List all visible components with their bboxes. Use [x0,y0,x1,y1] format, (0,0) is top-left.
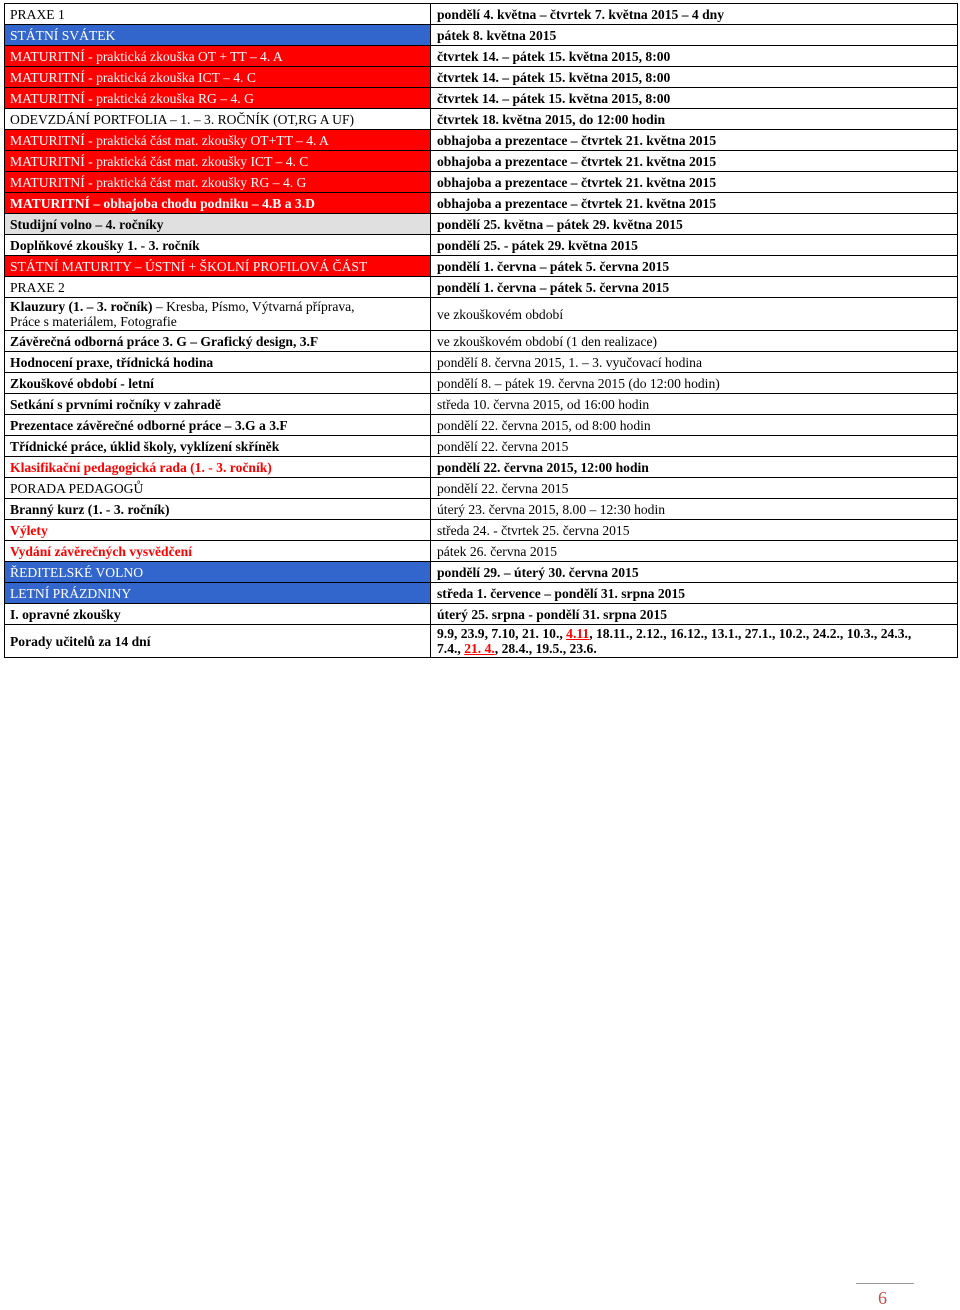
table-row [5,151,958,172]
event-date: čtvrtek 18. května 2015, do 12:00 hodin [431,109,958,130]
event-date: čtvrtek 14. – pátek 15. května 2015, 8:00 [431,46,958,67]
event-name: MATURITNÍ - praktická zkouška OT + TT – 4. A [5,46,431,67]
event-date: pondělí 25. května – pátek 29. května 2015 [431,214,958,235]
table-row [5,520,958,541]
event-name: Branný kurz (1. - 3. ročník) [5,499,431,520]
meeting-date-highlight: 21. 4. [464,641,495,656]
event-name: Klasifikační pedagogická rada (1. - 3. ročník) [5,457,431,478]
schedule-table [4,3,958,658]
event-name: PRAXE 1 [5,4,431,25]
event-name: Hodnocení praxe, třídnická hodina [5,352,431,373]
event-date: pondělí 4. května – čtvrtek 7. května 2015 – 4 dny [431,4,958,25]
table-row [5,541,958,562]
footer-divider [856,1283,914,1284]
table-row [5,214,958,235]
event-name: MATURITNÍ - praktická část mat. zkoušky OT+TT – 4. A [5,130,431,151]
meeting-dates: 9.9, 23.9, 7.10, 21. 10., [437,626,567,641]
table-row [5,478,958,499]
event-date: pondělí 22. června 2015, od 8:00 hodin [431,415,958,436]
meeting-dates: , 28.4., 19.5., 23.6. [494,641,597,656]
event-name: LETNÍ PRÁZDNINY [5,583,431,604]
meeting-dates: 7.4., [437,641,465,656]
table-row [5,331,958,352]
event-name: MATURITNÍ - praktická zkouška RG – 4. G [5,88,431,109]
event-name: PRAXE 2 [5,277,431,298]
event-name: STÁTNÍ MATURITY – ÚSTNÍ + ŠKOLNÍ PROFILOVÁ ČÁST [5,256,431,277]
table-row [5,4,958,25]
event-date: pondělí 1. června – pátek 5. června 2015 [431,277,958,298]
table-row [5,373,958,394]
event-date: pondělí 8. června 2015, 1. – 3. vyučovací hodina [431,352,958,373]
event-name: Závěrečná odborná práce 3. G – Grafický design, 3.F [5,331,431,352]
event-name: Setkání s prvními ročníky v zahradě [5,394,431,415]
event-date: úterý 23. června 2015, 8.00 – 12:30 hodin [431,499,958,520]
event-date: úterý 25. srpna - pondělí 31. srpna 2015 [431,604,958,625]
event-date: pondělí 22. června 2015 [431,436,958,457]
event-date: obhajoba a prezentace – čtvrtek 21. května 2015 [431,130,958,151]
event-date: pondělí 22. června 2015 [431,478,958,499]
event-name: ODEVZDÁNÍ PORTFOLIA – 1. – 3. ROČNÍK (OT,RG A UF) [5,109,431,130]
table-row [5,67,958,88]
event-date: středa 10. června 2015, od 16:00 hodin [431,394,958,415]
table-row [5,625,958,658]
event-date: pátek 8. května 2015 [431,25,958,46]
event-name [5,298,431,331]
event-name: ŘEDITELSKÉ VOLNO [5,562,431,583]
meeting-date-highlight: 4.11 [566,626,590,641]
table-row [5,109,958,130]
event-date: obhajoba a prezentace – čtvrtek 21. května 2015 [431,193,958,214]
table-row [5,436,958,457]
table-row [5,235,958,256]
event-date: pondělí 29. – úterý 30. června 2015 [431,562,958,583]
event-name: Doplňkové zkoušky 1. - 3. ročník [5,235,431,256]
event-date: čtvrtek 14. – pátek 15. května 2015, 8:00 [431,67,958,88]
table-row [5,25,958,46]
event-date: středa 1. července – pondělí 31. srpna 2015 [431,583,958,604]
table-row [5,499,958,520]
event-name-part: – Kresba, Písmo, Výtvarná příprava, [152,299,355,314]
table-row [5,415,958,436]
event-name: STÁTNÍ SVÁTEK [5,25,431,46]
event-date: ve zkouškovém období (1 den realizace) [431,331,958,352]
table-row [5,172,958,193]
event-name-part: Práce s materiálem, Fotografie [10,314,177,329]
event-name: Studijní volno – 4. ročníky [5,214,431,235]
event-name: Prezentace závěrečné odborné práce – 3.G a 3.F [5,415,431,436]
event-name: MATURITNÍ - praktická část mat. zkoušky ICT – 4. C [5,151,431,172]
event-date: pondělí 25. - pátek 29. května 2015 [431,235,958,256]
table-row [5,562,958,583]
event-name: MATURITNÍ - praktická zkouška ICT – 4. C [5,67,431,88]
event-name: I. opravné zkoušky [5,604,431,625]
table-row [5,277,958,298]
event-name: Výlety [5,520,431,541]
meeting-dates: , 18.11., 2.12., 16.12., 13.1., 27.1., 10.2., 24.2., 10.3., 24.3., [589,626,912,641]
table-row [5,88,958,109]
event-name: MATURITNÍ – obhajoba chodu podniku – 4.B a 3.D [5,193,431,214]
table-row [5,604,958,625]
event-name: MATURITNÍ - praktická část mat. zkoušky RG – 4. G [5,172,431,193]
event-date: obhajoba a prezentace – čtvrtek 21. května 2015 [431,172,958,193]
event-date: ve zkouškovém období [431,298,958,331]
event-name: Třídnické práce, úklid školy, vyklízení skříněk [5,436,431,457]
page-number: 6 [878,1288,887,1308]
event-name: Porady učitelů za 14 dní [5,625,431,658]
table-row [5,256,958,277]
table-row [5,193,958,214]
table-row [5,130,958,151]
event-date: pondělí 8. – pátek 19. června 2015 (do 12:00 hodin) [431,373,958,394]
event-name: Vydání závěrečných vysvědčení [5,541,431,562]
event-date: pondělí 22. června 2015, 12:00 hodin [431,457,958,478]
event-date: pondělí 1. června – pátek 5. června 2015 [431,256,958,277]
table-row [5,583,958,604]
event-date [431,625,958,658]
event-name-part: Klauzury (1. – 3. ročník) [10,299,153,314]
event-date: pátek 26. června 2015 [431,541,958,562]
event-name: PORADA PEDAGOGŮ [5,478,431,499]
event-name: Zkouškové období - letní [5,373,431,394]
table-row [5,298,958,331]
table-row [5,46,958,67]
event-date: čtvrtek 14. – pátek 15. května 2015, 8:00 [431,88,958,109]
event-date: obhajoba a prezentace – čtvrtek 21. května 2015 [431,151,958,172]
event-date: středa 24. - čtvrtek 25. června 2015 [431,520,958,541]
table-row [5,352,958,373]
table-row [5,457,958,478]
table-row [5,394,958,415]
